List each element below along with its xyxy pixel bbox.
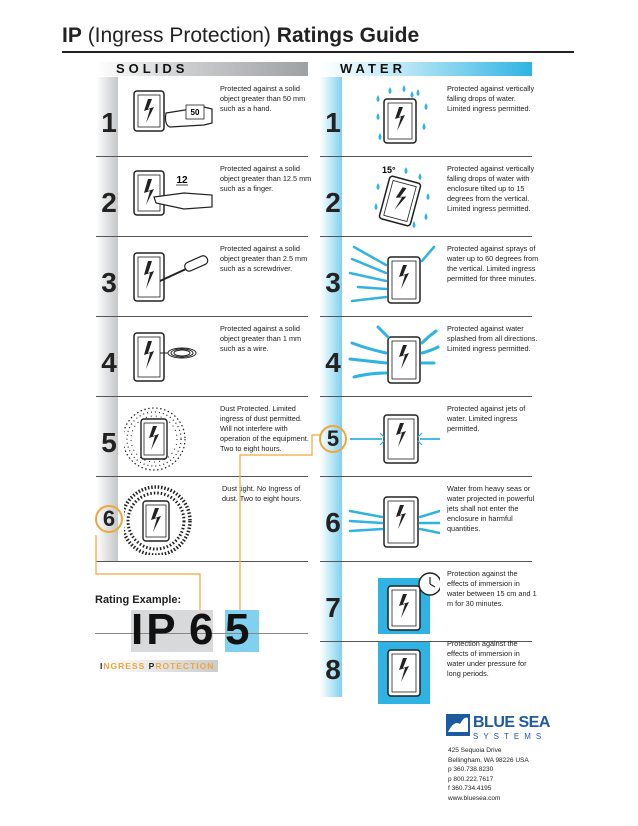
enclosure-dust-icon xyxy=(124,403,216,471)
blue-sea-logo-icon xyxy=(446,714,470,736)
solids-description: Protected against a solid object greater than 12.5 mm such as a finger. xyxy=(220,164,312,193)
solids-row-5 xyxy=(96,397,308,477)
ip-code-prefix: IP xyxy=(131,605,179,654)
rating-example-label: Rating Example: xyxy=(95,594,182,606)
enclosure-screwdriver-icon xyxy=(124,243,216,311)
solids-row-6 xyxy=(96,477,308,562)
water-row-8 xyxy=(320,632,532,704)
water-description: Protected against sprays of water up to 60 degrees from the vertical. Limited ingress permitted for three minutes. xyxy=(447,244,539,283)
solids-number: 4 xyxy=(101,347,117,378)
water-description: Protected against vertically falling drops of water. Limited ingress permitted. xyxy=(447,84,535,113)
page-title: IP (Ingress Protection) Ratings Guide xyxy=(62,24,420,47)
solids-description: Dust Protected. Limited ingress of dust permitted. Will not interfere with operation of the equipment. Two to eight hours. xyxy=(220,404,309,453)
water-number: 4 xyxy=(325,347,341,378)
water-row-4 xyxy=(320,317,538,397)
water-number: 3 xyxy=(325,267,341,298)
enclosure-spray-icon xyxy=(348,243,440,311)
solids-row-1 xyxy=(96,77,308,157)
solids-row-3 xyxy=(96,237,308,317)
company-subname: SYSTEMS xyxy=(473,732,547,741)
water-description: Protected against vertically falling drops of water with enclosure tilted up to 15 degrees from the vertical. Limited ingress permitted. xyxy=(447,164,535,213)
water-number: 6 xyxy=(325,507,341,538)
enclosure-jets-icon xyxy=(348,403,440,471)
enclosure-splash-icon xyxy=(348,323,440,391)
water-number: 8 xyxy=(325,654,341,685)
water-number-highlighted: 5 xyxy=(319,425,347,453)
solids-row-4 xyxy=(96,317,308,397)
water-number: 2 xyxy=(325,187,341,218)
solids-header: SOLIDS xyxy=(96,62,308,76)
title-rule xyxy=(62,51,574,53)
water-row-2 xyxy=(320,157,535,237)
enclosure-heavy-seas-icon xyxy=(348,483,440,555)
enclosure-tilted-drops-icon xyxy=(348,163,440,231)
ingress-protection-label: INGRESS PROTECTION xyxy=(100,660,218,672)
solids-row-2 xyxy=(96,157,312,237)
size-label: 50 xyxy=(190,108,200,117)
enclosure-wire-icon xyxy=(124,323,216,391)
enclosure-drops-icon xyxy=(348,83,440,151)
solids-number: 2 xyxy=(101,187,117,218)
water-header: WATER xyxy=(320,62,532,76)
enclosure-hand-icon xyxy=(124,83,216,151)
water-row-5 xyxy=(320,397,532,477)
solids-description: Protected against a solid object greater than 50 mm such as a hand. xyxy=(220,84,306,113)
water-description: Protection against the effects of immersion in water between 15 cm and 1 m for 30 minutes. xyxy=(447,569,537,608)
solid-digit: 6 xyxy=(189,605,214,654)
company-name: BLUE SEA xyxy=(473,714,550,731)
water-row-3 xyxy=(320,237,539,317)
angle-label: 15° xyxy=(382,165,396,175)
enclosure-dust-tight-icon xyxy=(124,483,216,555)
water-row-6 xyxy=(320,477,535,562)
solids-number-highlighted: 6 xyxy=(95,505,123,533)
water-number: 7 xyxy=(325,592,341,623)
enclosure-finger-icon xyxy=(124,163,216,231)
enclosure-immersion-icon xyxy=(348,568,440,636)
water-row-1 xyxy=(320,77,535,157)
solids-number: 3 xyxy=(101,267,117,298)
water-row-7 xyxy=(320,562,537,642)
solids-description: Dust tight. No Ingress of dust. Two to eight hours. xyxy=(222,484,302,503)
size-label: 12 xyxy=(176,175,188,186)
solids-number: 1 xyxy=(101,107,117,138)
enclosure-submerged-icon xyxy=(348,638,440,706)
water-description: Protection against the effects of immersion in water under pressure for long periods. xyxy=(447,639,527,678)
water-description: Water from heavy seas or water projected in powerful jets shall not enter the enclosure in harmful quantities. xyxy=(447,484,535,533)
solids-description: Protected against a solid object greater than 2.5 mm such as a screwdriver. xyxy=(220,244,308,273)
solids-description: Protected against a solid object greater than 1 mm such as a wire. xyxy=(220,324,302,353)
water-description: Protected against jets of water. Limited ingress permitted. xyxy=(447,404,526,433)
water-description: Protected against water splashed from all directions. Limited ingress permitted. xyxy=(447,324,538,353)
water-digit: 5 xyxy=(225,605,250,654)
solids-number: 5 xyxy=(101,427,117,458)
company-address: 425 Sequoia Drive Bellingham, WA 98226 USA p 360.738.8230 p 800.222.7617 f 360.734.4195 www.bluesea.com xyxy=(448,747,529,802)
water-number: 1 xyxy=(325,107,341,138)
